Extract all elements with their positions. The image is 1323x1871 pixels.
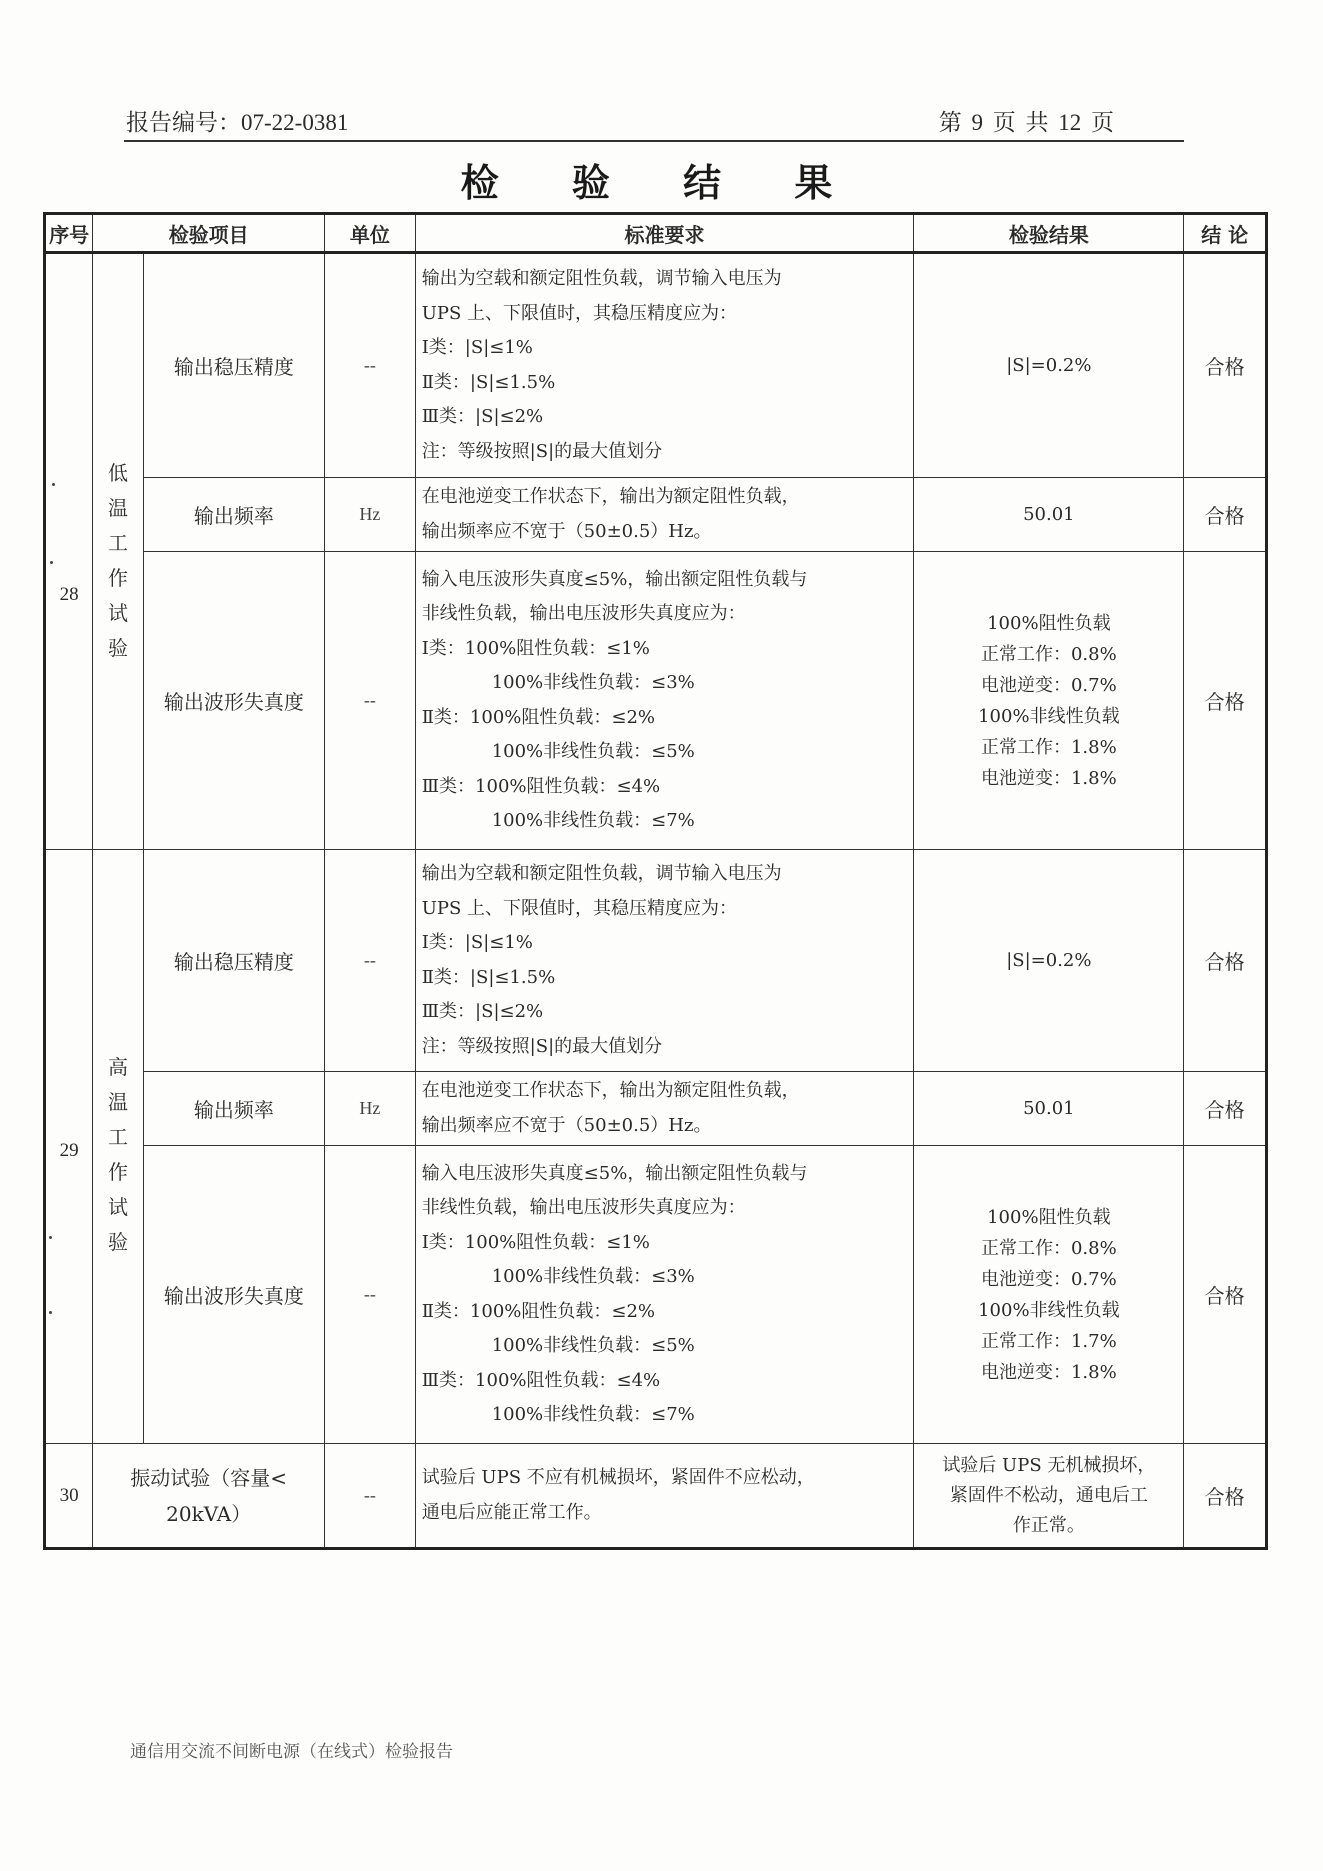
group-name-char: 作 <box>108 1160 129 1184</box>
result-line: 50.01 <box>1023 504 1075 525</box>
requirement-line: 100%非线性负载：≤7% <box>491 1404 695 1425</box>
requirement <box>415 1072 914 1146</box>
test-item: 输出波形失真度 <box>143 552 324 850</box>
conclusion: 合格 <box>1184 253 1267 478</box>
scan-mark <box>49 1236 52 1239</box>
conclusion: 合格 <box>1184 850 1267 1072</box>
result-line: 正常工作：1.7% <box>980 1330 1117 1352</box>
requirement <box>415 552 914 850</box>
seq-number: 29 <box>45 850 93 1444</box>
group-name-char: 验 <box>108 1230 129 1254</box>
requirement <box>415 1146 914 1444</box>
requirement-line: 输出频率应不宽于（50±0.5）Hz。 <box>421 520 712 542</box>
requirement-line: 100%非线性负载：≤5% <box>491 1335 695 1356</box>
requirement <box>415 253 914 478</box>
unit: Hz <box>325 1072 416 1146</box>
requirement <box>415 1444 914 1549</box>
requirement-line: 100%非线性负载：≤3% <box>491 1266 695 1287</box>
result-line: 电池逆变：0.7% <box>980 674 1117 696</box>
requirement-line: 在电池逆变工作状态下，输出为额定阻性负载， <box>421 1080 800 1101</box>
test-result <box>914 552 1184 850</box>
result-line: 试验后 UPS 无机械损坏， <box>942 1454 1156 1476</box>
col-header-conclusion: 结 论 <box>1184 214 1267 253</box>
requirement-line: 非线性负载，输出电压波形失真度应为： <box>421 603 746 624</box>
requirement-line: 100%非线性负载：≤3% <box>491 672 695 693</box>
test-item: 输出频率 <box>143 1072 324 1146</box>
group-name-char: 低 <box>108 461 129 485</box>
col-header-item: 检验项目 <box>93 214 325 253</box>
result-line: 作正常。 <box>1012 1514 1085 1536</box>
test-group-name <box>93 850 143 1444</box>
requirement-line: Ⅰ类：|S|≤1% <box>421 337 533 358</box>
table-row <box>45 1444 1267 1549</box>
unit: -- <box>325 850 416 1072</box>
test-item: 输出频率 <box>143 478 324 552</box>
conclusion: 合格 <box>1184 478 1267 552</box>
unit: -- <box>325 1146 416 1444</box>
requirement-line: 非线性负载，输出电压波形失真度应为： <box>421 1197 746 1218</box>
group-name-char: 高 <box>108 1055 129 1079</box>
requirement-line: 100%非线性负载：≤7% <box>491 810 695 831</box>
scan-mark <box>52 483 55 486</box>
results-table <box>43 212 1268 1550</box>
unit: Hz <box>325 478 416 552</box>
result-line: 100%非线性负载 <box>978 705 1120 727</box>
conclusion: 合格 <box>1184 552 1267 850</box>
table-row <box>45 478 1267 552</box>
unit: -- <box>325 552 416 850</box>
result-line: 正常工作：0.8% <box>980 1237 1117 1259</box>
conclusion: 合格 <box>1184 1072 1267 1146</box>
scan-mark <box>49 1311 52 1314</box>
table-row <box>45 552 1267 850</box>
col-header-result: 检验结果 <box>914 214 1184 253</box>
requirement-line: 100%非线性负载：≤5% <box>491 741 695 762</box>
requirement-line: Ⅱ类：100%阻性负载：≤2% <box>421 1300 656 1322</box>
result-line: 100%阻性负载 <box>987 612 1111 634</box>
test-result <box>914 478 1184 552</box>
requirement-line: Ⅰ类：|S|≤1% <box>421 932 533 953</box>
requirement-line: Ⅲ类：|S|≤2% <box>421 406 544 427</box>
item-line: 20kVA） <box>166 1501 252 1526</box>
seq-number: 28 <box>45 253 93 850</box>
requirement-line: 输出为空载和额定阻性负载，调节输入电压为 <box>421 863 782 884</box>
group-name-char: 作 <box>108 566 129 590</box>
item-line: 振动试验（容量< <box>130 1465 288 1490</box>
group-name-char: 工 <box>108 1125 129 1149</box>
result-line: 100%阻性负载 <box>987 1206 1111 1228</box>
table-row <box>45 1072 1267 1146</box>
conclusion: 合格 <box>1184 1444 1267 1549</box>
requirement-line: 在电池逆变工作状态下，输出为额定阻性负载， <box>421 486 800 507</box>
footer-text: 通信用交流不间断电源（在线式）检验报告 <box>130 1742 453 1762</box>
group-name-char: 试 <box>108 601 129 625</box>
table-row <box>45 850 1267 1072</box>
page-header <box>124 100 1184 142</box>
requirement-line: UPS 上、下限值时，其稳压精度应为： <box>421 302 738 324</box>
group-name-char: 工 <box>108 531 129 555</box>
col-header-seq: 序号 <box>45 214 93 253</box>
requirement-line: 试验后 UPS 不应有机械损坏，紧固件不应松动， <box>421 1467 815 1488</box>
result-line: 正常工作：0.8% <box>980 643 1117 665</box>
requirement-line: Ⅲ类：100%阻性负载：≤4% <box>421 1369 661 1391</box>
test-result <box>914 1146 1184 1444</box>
requirement-line: Ⅰ类：100%阻性负载：≤1% <box>421 1231 650 1253</box>
page-number: 第 9 页 共 12 页 <box>938 110 1114 135</box>
table-row <box>45 1146 1267 1444</box>
conclusion: 合格 <box>1184 1146 1267 1444</box>
result-line: 100%非线性负载 <box>978 1299 1120 1321</box>
requirement-line: Ⅲ类：|S|≤2% <box>421 1001 544 1022</box>
requirement-line: Ⅱ类：100%阻性负载：≤2% <box>421 706 656 728</box>
test-result <box>914 850 1184 1072</box>
result-line: 紧固件不松动，通电后工 <box>949 1484 1148 1506</box>
result-line: 电池逆变：1.8% <box>980 767 1117 789</box>
requirement-line: 注：等级按照|S|的最大值划分 <box>421 1035 663 1057</box>
test-result <box>914 1444 1184 1549</box>
requirement-line: Ⅱ类：|S|≤1.5% <box>421 966 556 988</box>
requirement <box>415 478 914 552</box>
requirement-line: 输入电压波形失真度≤5%，输出额定阻性负载与 <box>421 568 808 590</box>
group-name-char: 温 <box>108 1090 129 1114</box>
result-line: |S|=0.2% <box>1006 355 1092 376</box>
test-group-name <box>93 253 143 850</box>
test-item: 输出稳压精度 <box>143 253 324 478</box>
requirement-line: 输出频率应不宽于（50±0.5）Hz。 <box>421 1114 712 1136</box>
test-result <box>914 1072 1184 1146</box>
group-name-char: 验 <box>108 636 129 660</box>
requirement-line: 输入电压波形失真度≤5%，输出额定阻性负载与 <box>421 1162 808 1184</box>
result-line: 正常工作：1.8% <box>980 736 1117 758</box>
page-title: 检 验 结 果 <box>460 161 863 205</box>
result-line: 电池逆变：1.8% <box>980 1361 1117 1383</box>
result-line: 50.01 <box>1023 1098 1075 1119</box>
requirement-line: UPS 上、下限值时，其稳压精度应为： <box>421 897 738 919</box>
scan-mark <box>50 561 53 564</box>
col-header-requirement: 标准要求 <box>415 214 914 253</box>
requirement <box>415 850 914 1072</box>
table-row <box>45 253 1267 478</box>
seq-number: 30 <box>45 1444 93 1549</box>
group-name-char: 温 <box>108 496 129 520</box>
unit: -- <box>325 253 416 478</box>
requirement-line: 注：等级按照|S|的最大值划分 <box>421 440 663 462</box>
result-line: |S|=0.2% <box>1006 950 1092 971</box>
requirement-line: Ⅲ类：100%阻性负载：≤4% <box>421 775 661 797</box>
result-line: 电池逆变：0.7% <box>980 1268 1117 1290</box>
test-item: 输出稳压精度 <box>143 850 324 1072</box>
unit: -- <box>325 1444 416 1549</box>
requirement-line: 通电后应能正常工作。 <box>421 1501 602 1523</box>
requirement-line: 输出为空载和额定阻性负载，调节输入电压为 <box>421 268 782 289</box>
requirement-line: Ⅰ类：100%阻性负载：≤1% <box>421 637 650 659</box>
report-number: 报告编号：07-22-0381 <box>126 110 349 135</box>
requirement-line: Ⅱ类：|S|≤1.5% <box>421 371 556 393</box>
col-header-unit: 单位 <box>325 214 416 253</box>
test-item: 输出波形失真度 <box>143 1146 324 1444</box>
test-result <box>914 253 1184 478</box>
table-header-row <box>45 214 1267 253</box>
test-item <box>93 1444 325 1549</box>
group-name-char: 试 <box>108 1195 129 1219</box>
